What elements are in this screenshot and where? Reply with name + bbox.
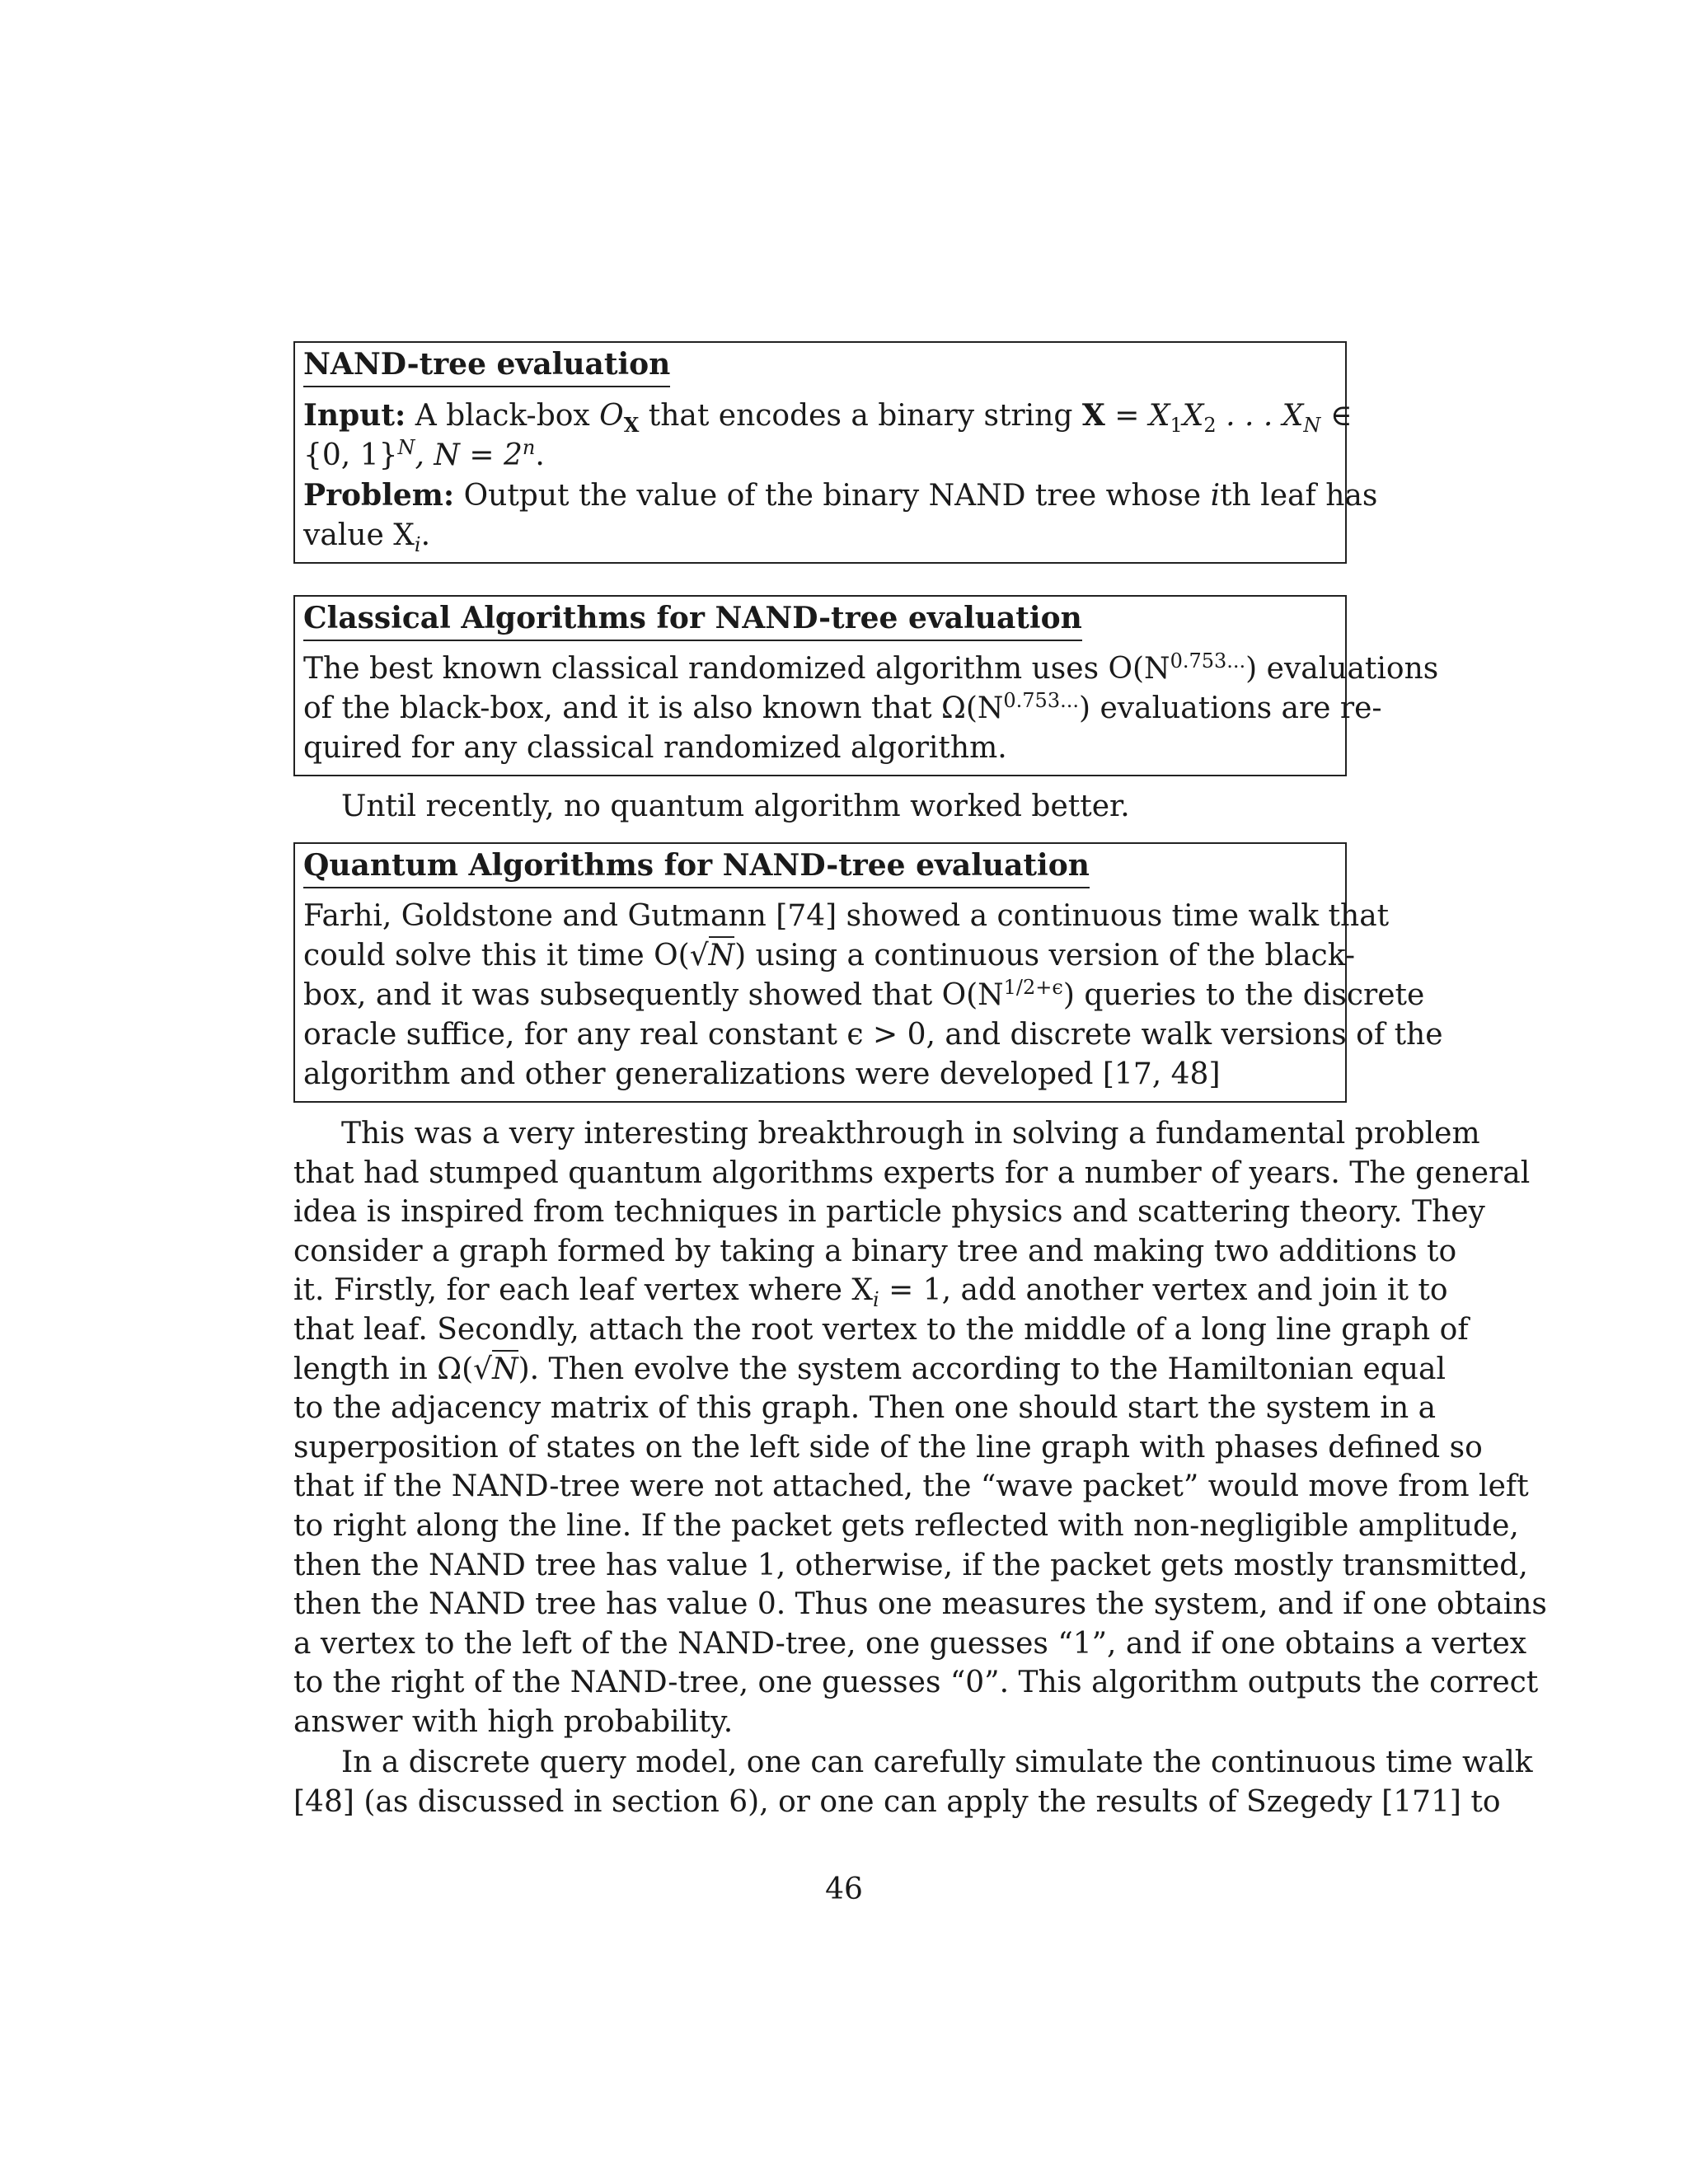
paragraph-line: it. Firstly, for each leaf vertex where $X_i = 1$, add another vertex and join it to — [293, 1273, 1448, 1312]
quantum-line-1: Farhi, Goldstone and Gutmann [74] showed a continuous time walk that — [303, 899, 1390, 933]
quantum-line-2: could solve this it time O(√N) using a continuous version of the black- — [303, 936, 1337, 976]
paragraph-line: to the right of the NAND-tree, one guesses “0”. This algorithm outputs the correct — [293, 1666, 1539, 1700]
paragraph-line: that had stumped quantum algorithms experts for a number of years. The general — [293, 1155, 1531, 1190]
classical-line-3: quired for any classical randomized algorithm. — [303, 731, 1007, 765]
paragraph-line: [48] (as discussed in section 6), or one can apply the results of Szegedy [171] to — [293, 1784, 1501, 1819]
paragraph-line: to right along the line. If the packet gets reflected with non-negligible amplitude, — [293, 1508, 1519, 1543]
page-number: 46 — [825, 1872, 863, 1906]
paragraph-line: to the adjacency matrix of this graph. Then one should start the system in a — [293, 1391, 1437, 1426]
body-paragraph-1 — [293, 1114, 1547, 1742]
classical-line-1: The best known classical randomized algorithm uses $O(N^{0.753...})$ evaluations — [303, 649, 1439, 686]
paragraph-line: superposition of states on the left side of the line graph with phases defined so — [293, 1430, 1483, 1465]
input-label: Input: — [303, 398, 406, 433]
paragraph-line: consider a graph formed by taking a binary tree and making two additions to — [293, 1234, 1457, 1268]
body-paragraph-2 — [293, 1743, 1533, 1821]
classical-box-title: Classical Algorithms for NAND-tree evaluation — [303, 598, 1082, 641]
paragraph-line: In a discrete query model, one can carefully simulate the continuous time walk — [341, 1746, 1533, 1779]
problem-input-line: Input: A black-box $O_X$ that encodes a binary string $X = X_1X_2$ . . . $X_N$ ∈ — [303, 398, 1353, 438]
quantum-line-4: oracle suffice, for any real constant ϵ > 0, and discrete walk versions of the — [303, 1018, 1443, 1052]
classical-box — [293, 595, 1439, 776]
problem-box-title: NAND-tree evaluation — [303, 344, 670, 387]
problem-input-line-2: {0, 1}$^N$, $N = 2^n$. — [303, 436, 545, 472]
quantum-box — [293, 842, 1443, 1103]
quantum-line-5: algorithm and other generalizations were developed [17, 48] — [303, 1057, 1221, 1091]
paragraph-line: answer with high probability. — [293, 1704, 734, 1739]
paragraph-line: a vertex to the left of the NAND-tree, one guesses “1”, and if one obtains a vertex — [293, 1626, 1527, 1661]
paragraph-line: then the NAND tree has value 1, otherwise, if the packet gets mostly transmitted, — [293, 1548, 1528, 1582]
paragraph-line: then the NAND tree has value 0. Thus one measures the system, and if one obtains — [293, 1587, 1547, 1622]
interlude-text: Until recently, no quantum algorithm worked better. — [341, 790, 1130, 823]
problem-box — [293, 341, 1378, 564]
paragraph-line: idea is inspired from techniques in particle physics and scattering theory. They — [293, 1195, 1485, 1230]
paragraph-line: that if the NAND-tree were not attached, the “wave packet” would move from left — [293, 1469, 1529, 1504]
classical-line-2: of the black-box, and it is also known that $\Omega(N^{0.753...})$ evaluations are re- — [303, 689, 1382, 725]
paragraph-line: that leaf. Secondly, attach the root vertex to the middle of a long line graph of — [293, 1312, 1469, 1347]
paragraph-line: length in Ω(√N). Then evolve the system according to the Hamiltonian equal — [293, 1350, 1431, 1390]
quantum-line-3: box, and it was subsequently showed that $O(N^{1/2+\epsilon})$ queries to the discrete — [303, 976, 1425, 1012]
problem-label: Problem: — [303, 478, 455, 513]
problem-statement-line-2: value $X_i$. — [303, 518, 431, 557]
quantum-box-title: Quantum Algorithms for NAND-tree evaluation — [303, 846, 1090, 888]
paragraph-line: This was a very interesting breakthrough in solving a fundamental problem — [341, 1117, 1480, 1151]
problem-statement-line: Problem: Output the value of the binary NAND tree whose ith leaf has — [303, 478, 1378, 513]
